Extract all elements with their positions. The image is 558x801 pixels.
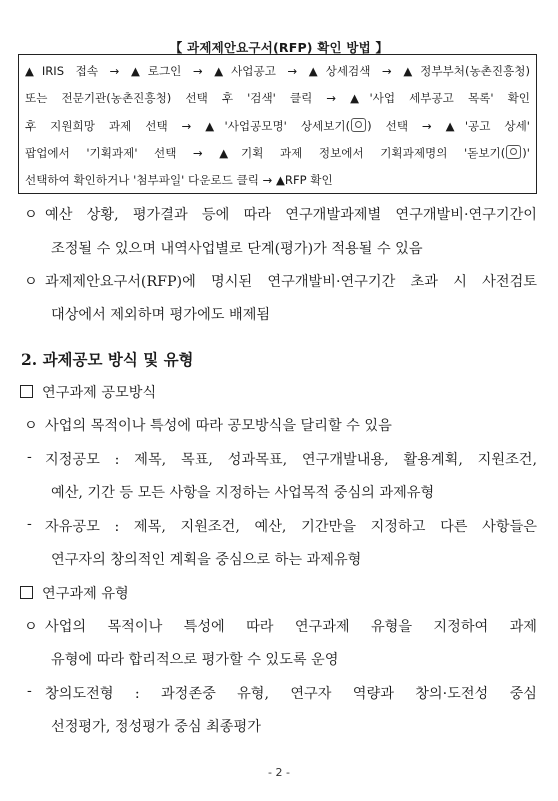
rfp-line-4: 팝업에서 '기획과제' 선택 → ▲기획 과제 정보에서 기획과제명의 '돋보기( )': [25, 145, 530, 160]
detail-view-icon: [351, 118, 366, 132]
rfp-instructions-box: [18, 54, 537, 194]
note-2-marker: ㅇ: [24, 274, 38, 290]
rfp-line-2: 또는 전문기관(농촌진흥청) 선택 후 '검색' 클릭 → ▲'사업 세부공고 목록' 확인: [25, 91, 530, 106]
checkbox-square-icon: [20, 385, 33, 398]
rfp-line-5: 선택하여 확인하거나 '첨부파일' 다운로드 클릭 → ▲RFP 확인: [25, 173, 333, 188]
section-heading: 2. 과제공모 방식 및 유형: [21, 350, 194, 369]
rfp-line-3: 후 지원희망 과제 선택 → ▲'사업공모명' 상세보기( ) 선택 → ▲'공고 상세': [25, 118, 530, 133]
page-number: - 2 -: [268, 766, 290, 779]
bullet-marker: ㅇ: [24, 418, 38, 434]
bullet-marker: ㅇ: [24, 619, 38, 635]
checkbox-square-icon: [20, 586, 33, 599]
rfp-box-title: 【 과제제안요구서(RFP) 확인 방법 】: [169, 40, 389, 55]
note-1-marker: ㅇ: [24, 207, 38, 223]
rfp-line-1: ▲IRIS 접속 → ▲로그인 → ▲사업공고 → ▲상세검색 → ▲정부부처(농촌진흥청): [25, 64, 530, 78]
magnifier-icon: [506, 145, 521, 159]
